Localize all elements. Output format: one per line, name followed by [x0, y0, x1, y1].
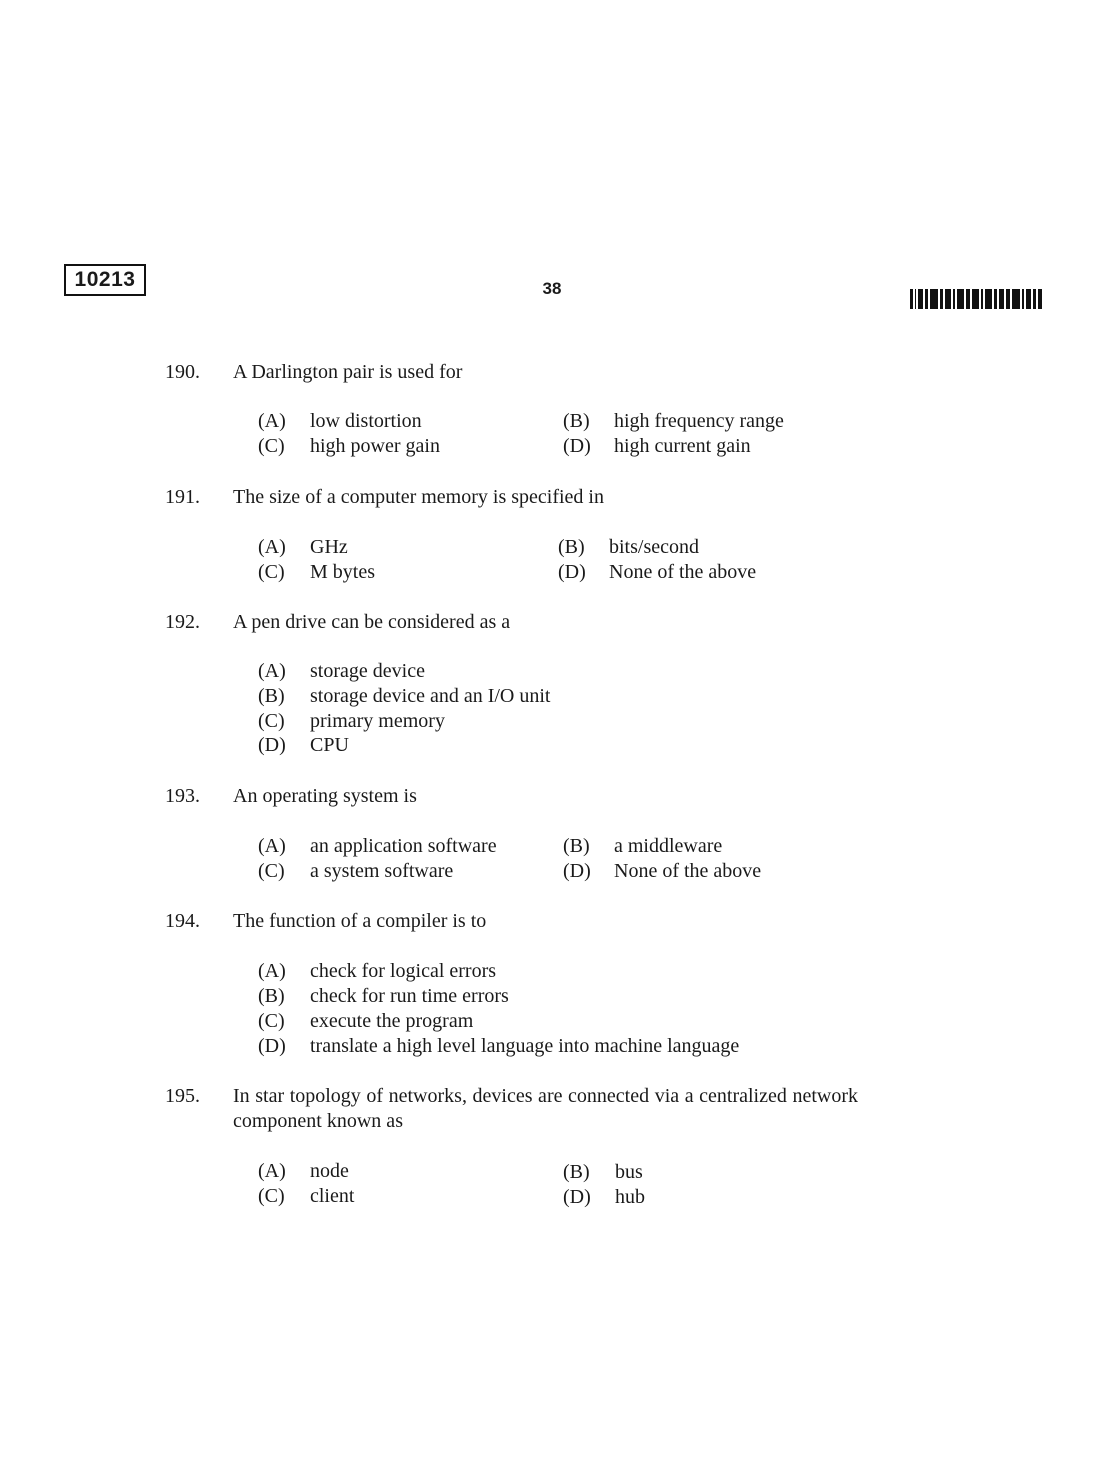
option-letter: (B): [563, 410, 590, 432]
option-letter: (A): [258, 410, 286, 432]
option-letter: (A): [258, 1160, 286, 1182]
option-text: None of the above: [609, 561, 757, 583]
option-letter: (A): [258, 835, 286, 857]
question-text: A pen drive can be considered as a: [233, 611, 511, 633]
option-letter: (D): [563, 435, 591, 457]
option-letter: (D): [563, 1186, 591, 1208]
option-text: execute the program: [310, 1010, 474, 1032]
option-text: low distortion: [310, 410, 422, 432]
option-text: node: [310, 1160, 349, 1182]
option-letter: (D): [563, 860, 591, 882]
option-letter: (C): [258, 435, 285, 457]
option-text: a middleware: [614, 835, 723, 857]
question-text: An operating system is: [233, 785, 417, 807]
option-letter: (D): [558, 561, 586, 583]
question-number: 190.: [165, 361, 200, 383]
option-letter: (B): [258, 985, 285, 1007]
option-text: high power gain: [310, 435, 440, 457]
option-text: hub: [615, 1186, 645, 1208]
option-letter: (C): [258, 710, 285, 732]
option-text: an application software: [310, 835, 497, 857]
question-number: 195.: [165, 1085, 200, 1107]
option-text: client: [310, 1185, 355, 1207]
option-letter: (B): [563, 1161, 590, 1183]
question-number: 193.: [165, 785, 200, 807]
option-letter: (C): [258, 561, 285, 583]
option-text: storage device and an I/O unit: [310, 685, 551, 707]
option-text: high frequency range: [614, 410, 784, 432]
option-letter: (C): [258, 860, 285, 882]
option-letter: (C): [258, 1185, 285, 1207]
question-text: In star topology of networks, devices are connected via a centralized network component known as: [233, 1085, 858, 1132]
option-letter: (B): [558, 536, 585, 558]
option-text: high current gain: [614, 435, 751, 457]
option-text: storage device: [310, 660, 425, 682]
option-text: bus: [615, 1161, 643, 1183]
option-text: a system software: [310, 860, 454, 882]
question-text: A Darlington pair is used for: [233, 361, 463, 383]
paper-code: 10213: [74, 268, 136, 291]
question-number: 191.: [165, 486, 200, 508]
option-text: primary memory: [310, 710, 445, 732]
option-letter: (B): [258, 685, 285, 707]
paper-code-box: [64, 264, 146, 296]
option-text: M bytes: [310, 561, 375, 583]
option-letter: (D): [258, 734, 286, 756]
question-text: The function of a compiler is to: [233, 910, 487, 932]
page-number: 38: [542, 279, 562, 298]
option-letter: (D): [258, 1035, 286, 1057]
option-text: translate a high level language into machine language: [310, 1035, 740, 1057]
option-letter: (A): [258, 960, 286, 982]
option-text: None of the above: [614, 860, 762, 882]
question-number: 194.: [165, 910, 200, 932]
option-letter: (B): [563, 835, 590, 857]
question-number: 192.: [165, 611, 200, 633]
option-letter: (A): [258, 660, 286, 682]
option-letter: (C): [258, 1010, 285, 1032]
option-text: check for logical errors: [310, 960, 497, 982]
option-letter: (A): [258, 536, 286, 558]
option-text: check for run time errors: [310, 985, 509, 1007]
option-text: CPU: [310, 734, 349, 756]
barcode-image: [910, 289, 1042, 309]
option-text: GHz: [310, 536, 348, 558]
question-text: The size of a computer memory is specified in: [233, 486, 604, 508]
option-text: bits/second: [609, 536, 699, 558]
